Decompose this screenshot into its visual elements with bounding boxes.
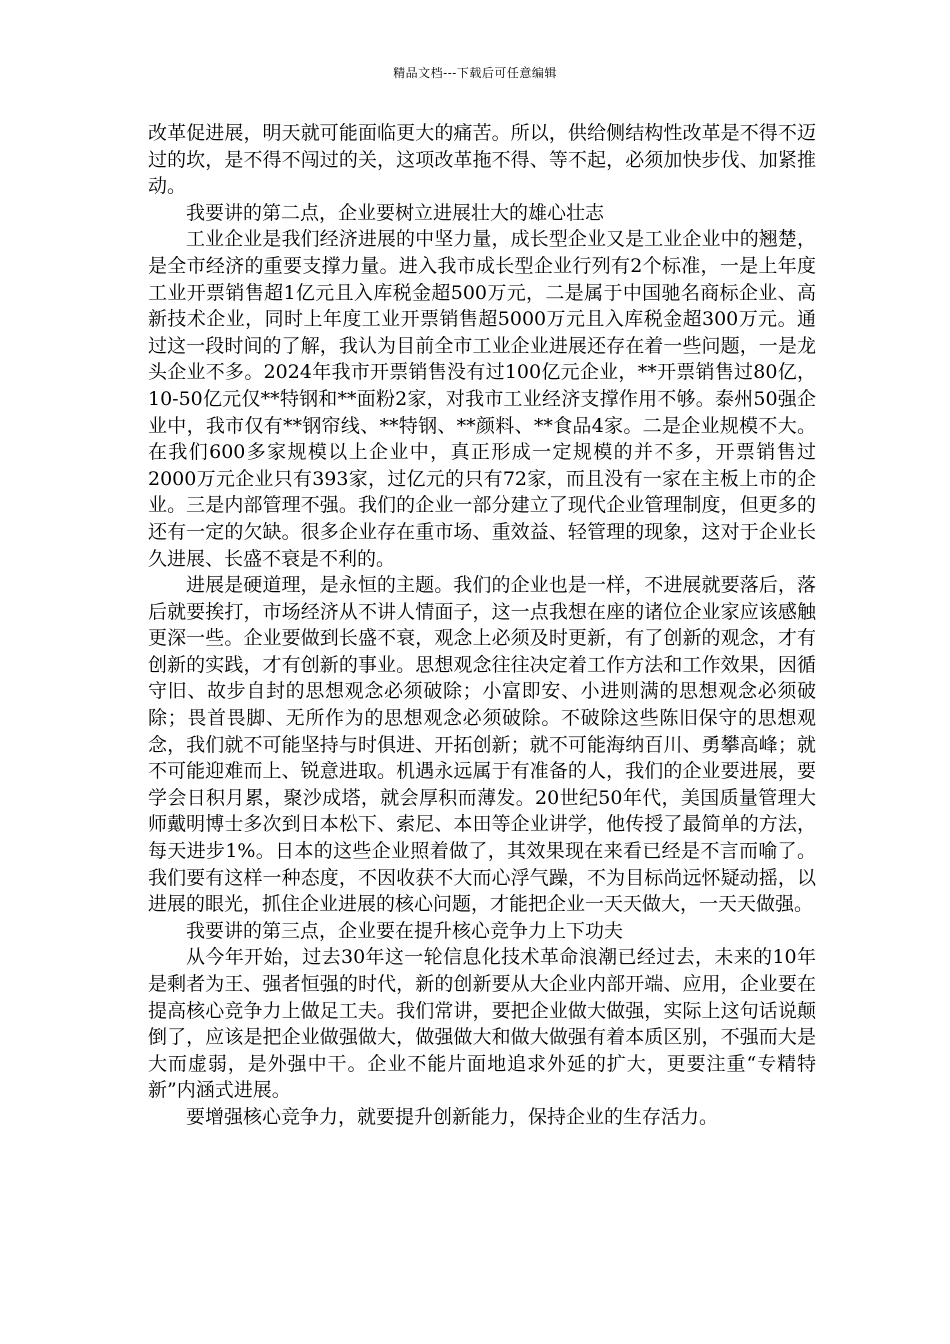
section-heading-2: 我要讲的第二点，企业要树立进展壮大的雄心壮志 xyxy=(186,201,605,224)
section-heading-3: 我要讲的第三点，企业要在提升核心竞争力上下功夫 xyxy=(186,919,624,942)
paragraph-7: 要增强核心竞争力，就要提升创新能力，保持企业的生存活力。 xyxy=(186,1105,719,1128)
paragraph-6: 从今年开始，过去30年这一轮信息化技术革命浪潮已经过去，未来的10年是剩者为王、强者恒强的时代，新的创新要从大企业内部开端、应用，企业要在提高核心竞争力上做足工夫。我们常讲，要把企业做大做强，实际上这句话说颠倒了，应该是把企业做强做大，做强做大和做大做强有着本质区别，不强而大是大而虚弱，是外强中干。企业不能片面地追求外延的扩大，更要注重“专精特新”内涵式进展。 xyxy=(148,946,816,1102)
paragraph-1: 改革促进展，明天就可能面临更大的痛苦。所以，供给侧结构性改革是不得不迈过的坎，是不得不闯过的关，这项改革拖不得、等不起，必须加快步伐、加紧推动。 xyxy=(148,122,816,198)
page-header: 精品文档---下载后可任意编辑 xyxy=(393,66,557,80)
document-body xyxy=(148,120,816,1131)
paragraph-3: 工业企业是我们经济进展的中坚力量，成长型企业又是工业企业中的翘楚，是全市经济的重要支撑力量。进入我市成长型企业行列有2个标准，一是上年度工业开票销售超1亿元且入库税金超500万元，二是属于中国驰名商标企业、高新技术企业，同时上年度工业开票销售超5000万元且入库税金超300万元。通过这一段时间的了解，我认为目前全市工业企业进展还存在着一些问题，一是龙头企业不多。2024年我市开票销售没有过100亿元企业，**开票销售过80亿，10-50亿元仅**特钢和**面粉2家，对我市工业经济支撑作用不够。泰州50强企业中，我市仅有**钢帘线、**特钢、**颜料、**食品4家。二是企业规模不大。在我们600多家规模以上企业中，真正形成一定规模的并不多，开票销售过2000万元企业只有393家，过亿元的只有72家，而且没有一家在主板上市的企业。三是内部管理不强。我们的企业一部分建立了现代企业管理制度，但更多的还有一定的欠缺。很多企业存在重市场、重效益、轻管理的现象，这对于企业长久进展、长盛不衰是不利的。 xyxy=(148,228,816,570)
paragraph-4: 进展是硬道理，是永恒的主题。我们的企业也是一样，不进展就要落后，落后就要挨打，市场经济从不讲人情面子，这一点我想在座的诸位企业家应该感触更深一些。企业要做到长盛不衰，观念上必须及时更新，有了创新的观念，才有创新的实践，才有创新的事业。思想观念往往决定着工作方法和工作效果，因循守旧、故步自封的思想观念必须破除；小富即安、小进则满的思想观念必须破除；畏首畏脚、无所作为的思想观念必须破除。不破除这些陈旧保守的思想观念，我们就不可能坚持与时俱进、开拓创新；就不可能海纳百川、勇攀高峰；就不可能迎难而上、锐意进取。机遇永远属于有准备的人，我们的企业要进展，要学会日积月累，聚沙成塔，就会厚积而薄发。20世纪50年代，美国质量管理大师戴明博士多次到日本松下、索尼、本田等企业讲学，他传授了最简单的方法，每天进步1%。日本的这些企业照着做了，其效果现在来看已经是不言而喻了。我们要有这样一种态度，不因收获不大而心浮气躁，不为目标尚远怀疑动摇，以进展的眼光，抓住企业进展的核心问题，才能把企业一天天做大，一天天做强。 xyxy=(148,574,816,916)
